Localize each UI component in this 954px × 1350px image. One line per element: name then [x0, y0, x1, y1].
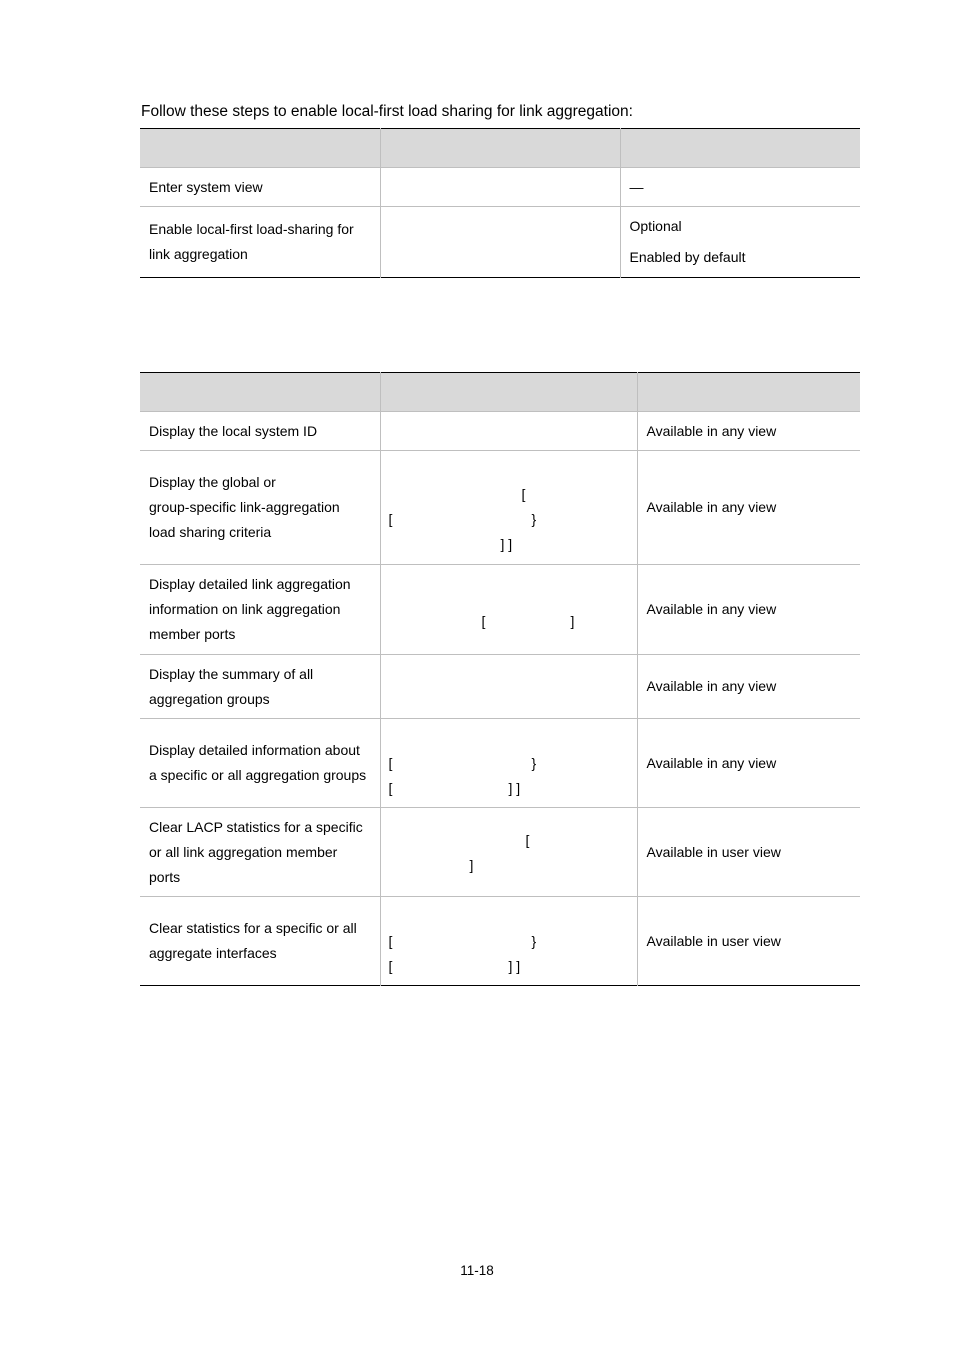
task-text: Display the local system ID [149, 422, 318, 439]
task-text: member ports [149, 626, 236, 642]
header-cell [380, 373, 637, 412]
task-text: Display detailed link aggregation [149, 576, 351, 592]
task-cell [140, 808, 380, 897]
table-row [140, 719, 860, 808]
task-text: group-specific link-aggregation [149, 499, 340, 515]
task-text: Display detailed information about [149, 742, 360, 758]
command-bracket: [ [388, 511, 393, 527]
command-cell [380, 565, 637, 655]
task-text: Display the summary of all [149, 665, 314, 682]
header-cell [380, 129, 620, 168]
table-row [140, 808, 860, 897]
command-bracket: ] [469, 857, 474, 873]
command-bracket: [ [388, 958, 393, 974]
table-row [140, 897, 860, 986]
table-row [140, 207, 860, 278]
command-bracket: ] ] [500, 536, 513, 552]
command-cell [380, 897, 637, 986]
task-cell [140, 719, 380, 808]
task-text: information on link aggregation [149, 601, 341, 617]
header-cell [637, 373, 860, 412]
remarks-cell: Available in user view [637, 808, 860, 897]
remarks-text: Optional [629, 218, 682, 234]
command-bracket: } [531, 755, 537, 771]
task-cell [140, 897, 380, 986]
table-row [140, 655, 860, 719]
remarks-text: — [629, 178, 644, 195]
task-cell [140, 655, 380, 719]
command-bracket: [ [521, 486, 526, 502]
task-text: link aggregation [149, 246, 248, 262]
table-header-row [140, 129, 860, 168]
table-row [140, 451, 860, 565]
page-number: 11-18 [460, 1263, 494, 1278]
command-cell [380, 168, 620, 207]
task-cell [140, 451, 380, 565]
command-cell [380, 412, 637, 451]
task-text: ports [149, 868, 181, 885]
task-text: aggregate interfaces [149, 945, 277, 961]
task-text: a specific or all aggregation groups [149, 767, 367, 783]
task-text: aggregation groups [149, 690, 270, 707]
task-cell [140, 565, 380, 655]
remarks-cell [620, 207, 860, 278]
remarks-text: Enabled by default [629, 249, 746, 265]
command-bracket: [ [481, 613, 486, 629]
remarks-cell: Available in user view [637, 897, 860, 986]
command-bracket: [ [525, 832, 530, 848]
task-text: Enable local-first load-sharing for [149, 221, 354, 237]
remarks-cell: Available in any view [637, 719, 860, 808]
remarks-cell: Available in any view [637, 565, 860, 655]
task-cell [140, 412, 380, 451]
command-bracket: } [531, 511, 537, 527]
remarks-cell: Available in any view [637, 412, 860, 451]
task-text: Clear LACP statistics for a specific [149, 818, 363, 835]
command-cell [380, 451, 637, 565]
task-text: Display the global or [149, 474, 276, 490]
command-cell [380, 207, 620, 278]
task-text: load sharing criteria [149, 524, 272, 540]
remarks-cell: Available in any view [637, 451, 860, 565]
local-first-load-sharing-table [140, 128, 860, 278]
task-text: or all link aggregation member [149, 843, 338, 860]
command-cell [380, 808, 637, 897]
command-bracket: [ [388, 933, 393, 949]
intro-text: Follow these steps to enable local-first load sharing for link aggregation: [141, 103, 633, 120]
task-cell [140, 207, 380, 278]
table-row [140, 412, 860, 451]
header-cell [140, 373, 380, 412]
header-cell [620, 129, 860, 168]
command-bracket: [ [388, 780, 393, 796]
command-bracket: [ [388, 755, 393, 771]
command-bracket: ] [570, 613, 575, 629]
table-row [140, 565, 860, 655]
table-header-row [140, 373, 860, 412]
command-cell [380, 719, 637, 808]
task-text: Clear statistics for a specific or all [149, 920, 357, 936]
command-bracket: ] ] [508, 958, 521, 974]
remarks-cell [620, 168, 860, 207]
task-cell [140, 168, 380, 207]
command-bracket: ] ] [508, 780, 521, 796]
command-bracket: } [531, 933, 537, 949]
command-cell [380, 655, 637, 719]
header-cell [140, 129, 380, 168]
remarks-cell: Available in any view [637, 655, 860, 719]
display-maintain-table [140, 372, 860, 986]
task-text: Enter system view [149, 178, 263, 195]
table-row [140, 168, 860, 207]
